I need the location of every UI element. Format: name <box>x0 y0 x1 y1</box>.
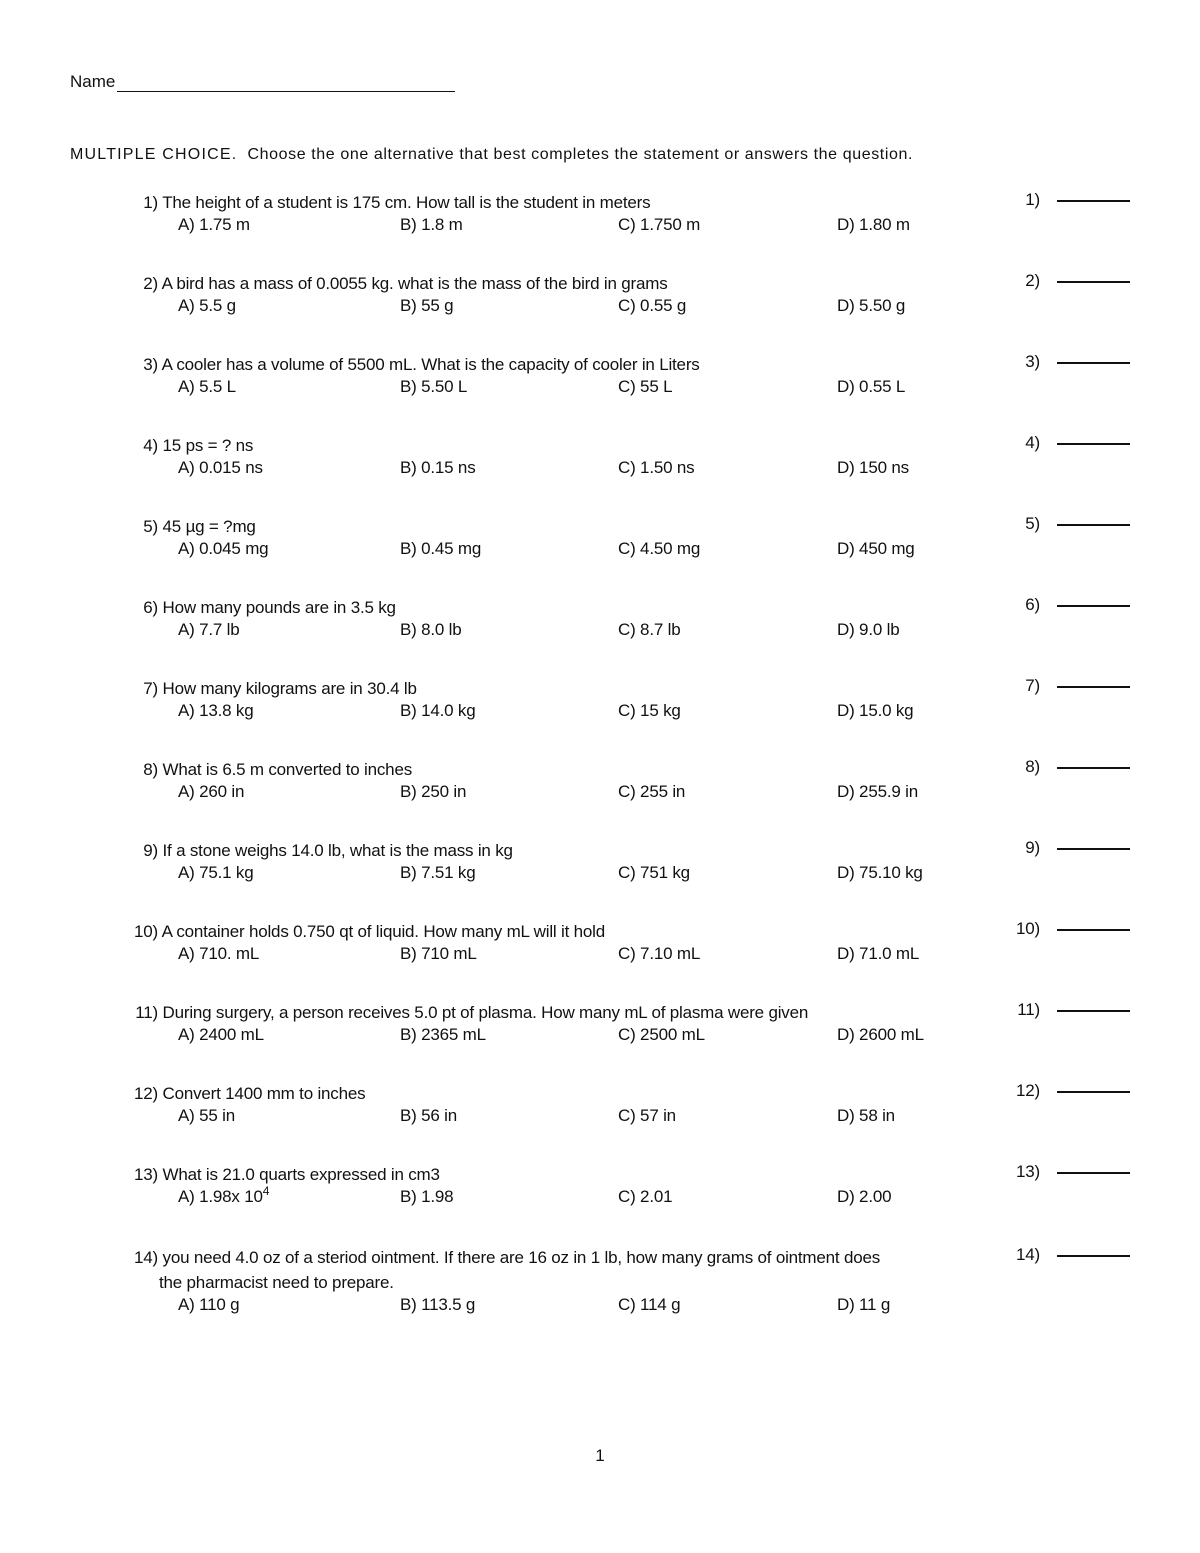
answer-choice-a[interactable] <box>178 458 263 478</box>
answer-choice-label: B) 14.0 kg <box>400 701 476 720</box>
question-number: 4) <box>143 436 158 455</box>
answer-number-label: 5) <box>1025 514 1040 533</box>
answer-choice-label: A) 1.75 m <box>178 215 250 234</box>
answer-choice-label: A) 110 g <box>178 1295 240 1314</box>
answer-choice-c[interactable] <box>618 1295 680 1315</box>
answer-choice-label: C) 1.750 m <box>618 215 701 234</box>
answer-choice-c[interactable] <box>618 1025 705 1045</box>
answer-choice-b[interactable] <box>400 1295 475 1315</box>
answer-choice-label: C) 0.55 g <box>618 296 687 315</box>
answer-choice-d[interactable] <box>837 539 915 559</box>
answer-blank-line[interactable] <box>1057 929 1130 931</box>
answer-choice-a[interactable] <box>178 701 254 721</box>
question-stem <box>128 676 1028 701</box>
answer-choice-label: B) 8.0 lb <box>400 620 462 639</box>
answer-choice-label: D) 255.9 in <box>837 782 918 801</box>
answer-blank-line[interactable] <box>1057 686 1130 688</box>
question-text: What is 6.5 m converted to inches <box>162 760 412 779</box>
question-number: 2) <box>143 274 158 293</box>
answer-choice-label: C) 255 in <box>618 782 686 801</box>
answer-choice-a[interactable] <box>178 296 236 316</box>
answer-choice-label: B) 55 g <box>400 296 454 315</box>
answer-blank-line[interactable] <box>1057 1172 1130 1174</box>
question-text: How many kilograms are in 30.4 lb <box>162 679 417 698</box>
answer-blank-line[interactable] <box>1057 362 1130 364</box>
question-text: If a stone weighs 14.0 lb, what is the mass in kg <box>162 841 513 860</box>
name-label: Name <box>70 72 116 91</box>
question-stem <box>128 838 1028 863</box>
question-number: 13) <box>134 1165 158 1184</box>
answer-choice-b[interactable] <box>400 620 462 640</box>
answer-choice-label: A) 0.045 mg <box>178 539 269 558</box>
answer-choice-label: D) 9.0 lb <box>837 620 900 639</box>
question-stem <box>128 1245 1028 1295</box>
question-number: 14) <box>134 1248 158 1267</box>
question-number: 3) <box>143 355 158 374</box>
answer-choice-label: B) 2365 mL <box>400 1025 486 1044</box>
answer-blank-line[interactable] <box>1057 767 1130 769</box>
answer-choice-label: C) 751 kg <box>618 863 690 882</box>
question-stem <box>128 757 1028 782</box>
answer-choice-c[interactable] <box>618 863 690 883</box>
answer-number-label: 10) <box>1016 919 1040 938</box>
question-number: 1) <box>143 193 158 212</box>
answer-choice-label: D) 58 in <box>837 1106 895 1125</box>
answer-choice-label: C) 15 kg <box>618 701 681 720</box>
answer-choice-label: C) 114 g <box>618 1295 681 1314</box>
question-number: 8) <box>143 760 158 779</box>
answer-choice-a[interactable] <box>178 1184 270 1207</box>
question-text: 45 µg = ?mg <box>162 517 256 536</box>
answer-choice-d[interactable] <box>837 1187 891 1207</box>
answer-choice-c[interactable] <box>618 458 694 478</box>
answer-choice-label: B) 710 mL <box>400 944 477 963</box>
answer-choice-b[interactable] <box>400 944 477 964</box>
answer-choice-label: A) 2400 mL <box>178 1025 264 1044</box>
question-stem <box>128 1000 1028 1025</box>
answer-choice-d[interactable] <box>837 782 918 802</box>
question-text: How many pounds are in 3.5 kg <box>162 598 396 617</box>
answer-choice-label: B) 0.15 ns <box>400 458 476 477</box>
answer-blank-line[interactable] <box>1057 281 1130 283</box>
question-number: 10) <box>134 922 158 941</box>
answer-choice-a[interactable] <box>178 1106 235 1126</box>
answer-choice-d[interactable] <box>837 296 905 316</box>
answer-choice-a[interactable] <box>178 620 240 640</box>
answer-number-label: 6) <box>1025 595 1040 614</box>
answer-choice-a[interactable] <box>178 215 250 235</box>
answer-choice-label: A) 0.015 ns <box>178 458 263 477</box>
answer-choice-a[interactable] <box>178 539 268 559</box>
answer-choice-label: D) 5.50 g <box>837 296 906 315</box>
answer-choice-d[interactable] <box>837 1295 890 1315</box>
instructions <box>70 146 913 164</box>
question-text: you need 4.0 oz of a steriod ointment. If there are 16 oz in 1 lb, how many grams of ointment does <box>162 1248 881 1267</box>
question-text: 15 ps = ? ns <box>162 436 254 455</box>
answer-blank-line[interactable] <box>1057 443 1130 445</box>
answer-choice-b[interactable] <box>400 377 467 397</box>
question-stem <box>128 190 1028 215</box>
instructions-heading: MULTIPLE CHOICE. <box>70 146 238 163</box>
question-number: 6) <box>143 598 158 617</box>
answer-number-label: 1) <box>1025 190 1040 209</box>
answer-choice-d[interactable] <box>837 1025 924 1045</box>
page-number: 1 <box>595 1446 605 1465</box>
answer-choice-label: C) 57 in <box>618 1106 676 1125</box>
answer-choice-label: A) 260 in <box>178 782 245 801</box>
question-number: 9) <box>143 841 158 860</box>
answer-choice-label: B) 250 in <box>400 782 467 801</box>
answer-blank-line[interactable] <box>1057 1255 1130 1257</box>
question-number: 5) <box>143 517 158 536</box>
answer-choice-c[interactable] <box>618 701 681 721</box>
answer-choice-label: A) 5.5 g <box>178 296 236 315</box>
answer-choice-c[interactable] <box>618 782 685 802</box>
answer-choice-label: B) 7.51 kg <box>400 863 476 882</box>
answer-choice-b[interactable] <box>400 863 476 883</box>
instructions-text: Choose the one alternative that best completes the statement or answers the question. <box>247 146 914 163</box>
answer-blank-line[interactable] <box>1057 605 1130 607</box>
question-number: 11) <box>135 1003 158 1022</box>
answer-choice-label: C) 8.7 lb <box>618 620 681 639</box>
answer-choice-a[interactable] <box>178 863 254 883</box>
answer-choice-a[interactable] <box>178 782 244 802</box>
answer-choice-label: C) 2.01 <box>618 1187 673 1206</box>
answer-choice-d[interactable] <box>837 458 909 478</box>
question-number: 12) <box>134 1084 158 1103</box>
question-number: 7) <box>143 679 158 698</box>
answer-choice-label: B) 1.8 m <box>400 215 463 234</box>
answer-choice-label: A) 7.7 lb <box>178 620 240 639</box>
answer-choice-label: C) 55 L <box>618 377 673 396</box>
answer-choice-d[interactable] <box>837 701 913 721</box>
answer-choice-d[interactable] <box>837 863 923 883</box>
answer-number-label: 8) <box>1025 757 1040 776</box>
question-text: A bird has a mass of 0.0055 kg. what is the mass of the bird in grams <box>161 274 668 293</box>
question-stem <box>128 919 1028 944</box>
answer-choice-label: C) 4.50 mg <box>618 539 701 558</box>
answer-blank-line[interactable] <box>1057 200 1130 202</box>
answer-choice-d[interactable] <box>837 377 905 397</box>
answer-choice-b[interactable] <box>400 701 476 721</box>
answer-choice-label: B) 1.98 <box>400 1187 454 1206</box>
answer-choice-b[interactable] <box>400 539 481 559</box>
question-text: A container holds 0.750 qt of liquid. How many mL will it hold <box>161 922 605 941</box>
answer-choice-c[interactable] <box>618 377 672 397</box>
question-stem <box>128 1081 1028 1106</box>
answer-choice-label: D) 1.80 m <box>837 215 910 234</box>
answer-choice-label: A) 710. mL <box>178 944 260 963</box>
answer-choice-label: B) 56 in <box>400 1106 457 1125</box>
answer-choice-label: A) 1.98x 10 <box>178 1187 263 1206</box>
answer-choice-c[interactable] <box>618 620 680 640</box>
answer-blank-line[interactable] <box>1057 848 1130 850</box>
answer-choice-label: D) 15.0 kg <box>837 701 914 720</box>
name-blank-line[interactable] <box>117 73 455 92</box>
answer-choice-label: A) 55 in <box>178 1106 235 1125</box>
answer-choice-a[interactable] <box>178 377 236 397</box>
answer-choice-a[interactable] <box>178 1295 239 1315</box>
answer-choice-b[interactable] <box>400 1025 486 1045</box>
question-stem <box>128 352 1028 377</box>
answer-choice-label: D) 2600 mL <box>837 1025 924 1044</box>
answer-choice-b[interactable] <box>400 1187 453 1207</box>
answer-choice-c[interactable] <box>618 944 700 964</box>
answer-choice-label: A) 13.8 kg <box>178 701 254 720</box>
answer-blank-line[interactable] <box>1057 1091 1130 1093</box>
answer-choice-label: C) 2500 mL <box>618 1025 705 1044</box>
answer-blank-line[interactable] <box>1057 524 1130 526</box>
answer-number-label: 3) <box>1025 352 1040 371</box>
answer-choice-c[interactable] <box>618 215 700 235</box>
question-text: What is 21.0 quarts expressed in cm3 <box>162 1165 440 1184</box>
answer-choice-label: A) 5.5 L <box>178 377 236 396</box>
question-stem <box>128 271 1028 296</box>
answer-choice-c[interactable] <box>618 1106 676 1126</box>
answer-number-label: 12) <box>1016 1081 1040 1100</box>
exponent-superscript: 4 <box>262 1184 270 1198</box>
answer-choice-b[interactable] <box>400 296 453 316</box>
answer-choice-c[interactable] <box>618 296 686 316</box>
question-text: The height of a student is 175 cm. How tall is the student in meters <box>162 193 651 212</box>
answer-choice-d[interactable] <box>837 1106 895 1126</box>
question-text: During surgery, a person receives 5.0 pt of plasma. How many mL of plasma were given <box>162 1003 809 1022</box>
answer-choice-b[interactable] <box>400 458 476 478</box>
answer-number-label: 4) <box>1025 433 1040 452</box>
answer-choice-c[interactable] <box>618 1187 672 1207</box>
answer-choice-d[interactable] <box>837 215 910 235</box>
question-stem <box>128 595 1028 620</box>
question-text-continued: the pharmacist need to prepare. <box>159 1273 394 1292</box>
question-text: Convert 1400 mm to inches <box>162 1084 366 1103</box>
answer-choice-label: D) 2.00 <box>837 1187 892 1206</box>
answer-choice-label: C) 7.10 mL <box>618 944 701 963</box>
answer-choice-d[interactable] <box>837 944 919 964</box>
answer-choice-label: B) 5.50 L <box>400 377 468 396</box>
answer-number-label: 14) <box>1016 1245 1040 1264</box>
answer-choice-a[interactable] <box>178 1025 264 1045</box>
answer-choice-b[interactable] <box>400 1106 457 1126</box>
answer-choice-label: D) 71.0 mL <box>837 944 920 963</box>
answer-choice-label: B) 113.5 g <box>400 1295 476 1314</box>
answer-number-label: 7) <box>1025 676 1040 695</box>
answer-choice-label: D) 0.55 L <box>837 377 906 396</box>
answer-choice-b[interactable] <box>400 215 463 235</box>
answer-number-label: 9) <box>1025 838 1040 857</box>
name-field <box>70 72 455 92</box>
answer-choice-label: D) 450 mg <box>837 539 915 558</box>
answer-number-label: 2) <box>1025 271 1040 290</box>
answer-choice-label: A) 75.1 kg <box>178 863 254 882</box>
answer-choice-label: C) 1.50 ns <box>618 458 695 477</box>
answer-choice-b[interactable] <box>400 782 466 802</box>
answer-number-label: 13) <box>1016 1162 1040 1181</box>
question-stem <box>128 433 1028 458</box>
answer-choice-c[interactable] <box>618 539 700 559</box>
answer-number-label: 11) <box>1017 1000 1040 1019</box>
answer-choice-label: D) 75.10 kg <box>837 863 923 882</box>
answer-choice-label: D) 150 ns <box>837 458 909 477</box>
answer-choice-label: D) 11 g <box>837 1295 891 1314</box>
answer-blank-line[interactable] <box>1057 1010 1130 1012</box>
answer-choice-label: B) 0.45 mg <box>400 539 482 558</box>
answer-choice-a[interactable] <box>178 944 259 964</box>
question-stem <box>128 514 1028 539</box>
question-text: A cooler has a volume of 5500 mL. What is the capacity of cooler in Liters <box>161 355 700 374</box>
answer-choice-d[interactable] <box>837 620 899 640</box>
